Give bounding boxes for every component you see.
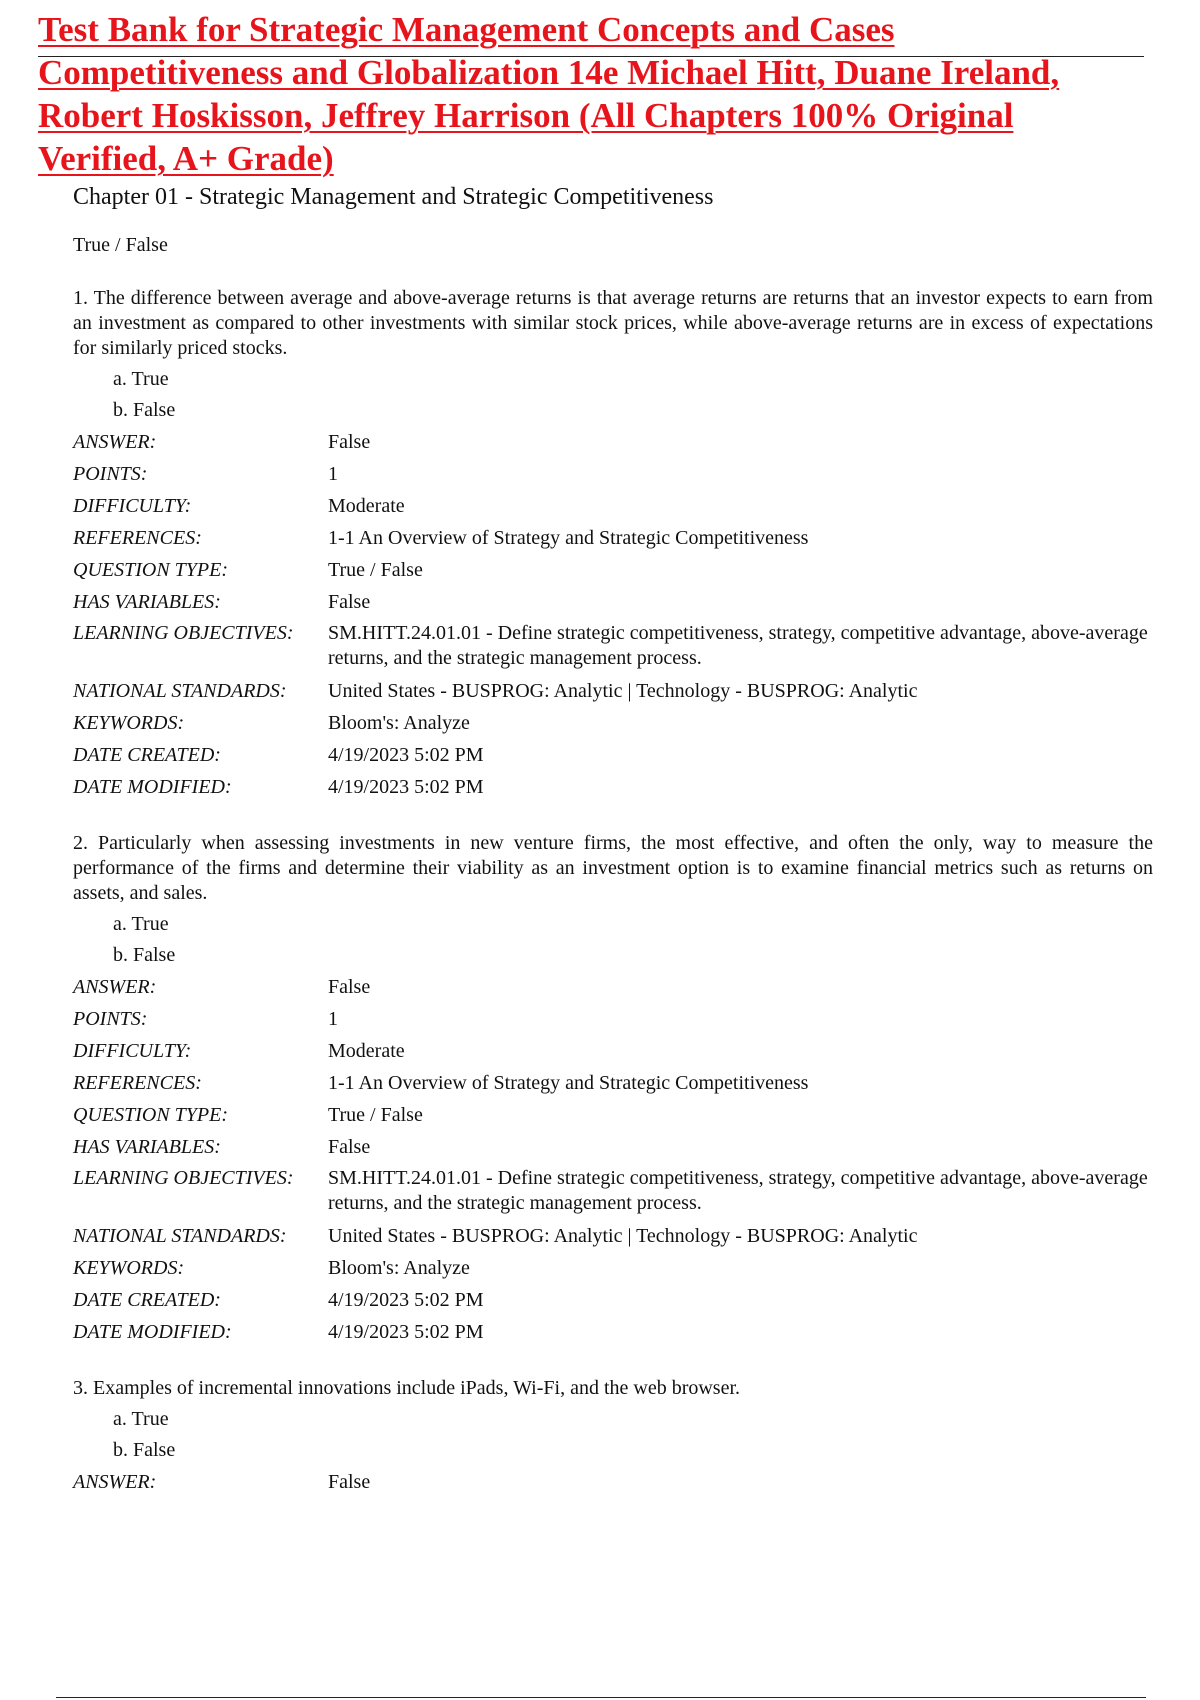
meta-national-standards	[73, 1220, 1153, 1252]
meta-difficulty	[73, 490, 1153, 522]
meta-label: QUESTION TYPE:	[73, 1104, 229, 1126]
title-line: Robert Hoskisson, Jeffrey Harrison (All Chapters 100% Original	[38, 96, 1014, 135]
meta-label: HAS VARIABLES:	[73, 1136, 221, 1158]
meta-value: 4/19/2023 5:02 PM	[328, 776, 484, 798]
answer-options	[113, 1404, 1153, 1466]
meta-keywords	[73, 1252, 1153, 1284]
header-rule	[38, 56, 1144, 57]
question-text: 3. Examples of incremental innovations include iPads, Wi-Fi, and the web browser.	[73, 1377, 741, 1399]
meta-date-created	[73, 1284, 1153, 1316]
meta-value: 4/19/2023 5:02 PM	[328, 1289, 484, 1311]
meta-value: False	[328, 1471, 371, 1493]
meta-value: 4/19/2023 5:02 PM	[328, 744, 484, 766]
meta-label: ANSWER:	[73, 1471, 157, 1493]
answer-options	[113, 909, 1153, 971]
option-false: b. False	[113, 944, 176, 966]
meta-label: DATE CREATED:	[73, 744, 221, 766]
meta-label: DATE CREATED:	[73, 1289, 221, 1311]
meta-value: True / False	[328, 1104, 423, 1126]
meta-label: LEARNING OBJECTIVES:	[73, 1167, 294, 1189]
meta-value: United States - BUSPROG: Analytic | Technology - BUSPROG: Analytic	[328, 1225, 918, 1247]
meta-answer	[73, 971, 1153, 1003]
meta-has-variables	[73, 586, 1153, 618]
meta-points	[73, 458, 1153, 490]
meta-value: Bloom's: Analyze	[328, 712, 470, 734]
option-true: a. True	[113, 1408, 169, 1430]
meta-label: HAS VARIABLES:	[73, 591, 221, 613]
footer-rule	[56, 1697, 1146, 1698]
meta-label: DIFFICULTY:	[73, 495, 192, 517]
question-metadata	[73, 1466, 1153, 1498]
title-line: Verified, A+ Grade)	[38, 139, 334, 178]
meta-value: False	[328, 591, 371, 613]
question-2	[73, 831, 1153, 1348]
chapter-heading: Chapter 01 - Strategic Management and Strategic Competitiveness	[73, 184, 714, 210]
meta-value: SM.HITT.24.01.01 - Define strategic competitiveness, strategy, competitive advantage, above-average returns, and the strategic management process.	[328, 622, 1148, 669]
meta-value: 1-1 An Overview of Strategy and Strategic Competitiveness	[328, 1072, 809, 1094]
meta-value: United States - BUSPROG: Analytic | Technology - BUSPROG: Analytic	[328, 680, 918, 702]
option-true: a. True	[113, 368, 169, 390]
meta-label: ANSWER:	[73, 976, 157, 998]
title-line: Competitiveness and Globalization 14e Michael Hitt, Duane Ireland,	[38, 53, 1060, 92]
meta-value: False	[328, 431, 371, 453]
meta-label: DIFFICULTY:	[73, 1040, 192, 1062]
meta-value: 1-1 An Overview of Strategy and Strategic Competitiveness	[328, 527, 809, 549]
meta-label: REFERENCES:	[73, 1072, 202, 1094]
meta-national-standards	[73, 675, 1153, 707]
meta-date-modified	[73, 771, 1153, 803]
meta-label: KEYWORDS:	[73, 1257, 185, 1279]
meta-label: POINTS:	[73, 1008, 148, 1030]
meta-value: Moderate	[328, 495, 405, 517]
meta-question-type	[73, 554, 1153, 586]
question-text: 1. The difference between average and above-average returns is that average returns are returns that an investor expects to earn from an investment as compared to other investments with similar stock prices, while above-average returns are in excess of expectations for similarly priced stocks.	[73, 287, 1153, 359]
meta-label: LEARNING OBJECTIVES:	[73, 622, 294, 644]
question-1	[73, 286, 1153, 803]
meta-value: False	[328, 976, 371, 998]
meta-learning-objectives	[73, 1163, 1153, 1220]
meta-answer	[73, 1466, 1153, 1498]
meta-label: KEYWORDS:	[73, 712, 185, 734]
meta-value: Moderate	[328, 1040, 405, 1062]
question-text: 2. Particularly when assessing investments in new venture firms, the most effective, and often the only, way to measure the performance of the firms and determine their viability as an investment option is to examine financial metrics such as returns on assets, and sales.	[73, 832, 1153, 904]
meta-value: SM.HITT.24.01.01 - Define strategic competitiveness, strategy, competitive advantage, above-average returns, and the strategic management process.	[328, 1167, 1148, 1214]
meta-points	[73, 1003, 1153, 1035]
meta-difficulty	[73, 1035, 1153, 1067]
document-title	[38, 8, 1148, 180]
meta-question-type	[73, 1099, 1153, 1131]
meta-references	[73, 1067, 1153, 1099]
meta-value: 4/19/2023 5:02 PM	[328, 1321, 484, 1343]
question-metadata	[73, 971, 1153, 1348]
meta-value: False	[328, 1136, 371, 1158]
option-false: b. False	[113, 399, 176, 421]
option-false: b. False	[113, 1439, 176, 1461]
question-metadata	[73, 426, 1153, 803]
meta-value: Bloom's: Analyze	[328, 1257, 470, 1279]
meta-label: QUESTION TYPE:	[73, 559, 229, 581]
title-line: Test Bank for Strategic Management Concepts and Cases	[38, 10, 895, 49]
question-3	[73, 1376, 1153, 1498]
meta-label: REFERENCES:	[73, 527, 202, 549]
meta-label: ANSWER:	[73, 431, 157, 453]
meta-label: POINTS:	[73, 463, 148, 485]
document-body	[73, 182, 1153, 1498]
meta-keywords	[73, 707, 1153, 739]
meta-learning-objectives	[73, 618, 1153, 675]
answer-options	[113, 364, 1153, 426]
meta-date-modified	[73, 1316, 1153, 1348]
meta-date-created	[73, 739, 1153, 771]
meta-value: True / False	[328, 559, 423, 581]
meta-answer	[73, 426, 1153, 458]
meta-label: NATIONAL STANDARDS:	[73, 1225, 287, 1247]
meta-label: DATE MODIFIED:	[73, 776, 232, 798]
meta-value: 1	[328, 463, 338, 485]
option-true: a. True	[113, 913, 169, 935]
meta-references	[73, 522, 1153, 554]
meta-has-variables	[73, 1131, 1153, 1163]
meta-label: DATE MODIFIED:	[73, 1321, 232, 1343]
meta-label: NATIONAL STANDARDS:	[73, 680, 287, 702]
meta-value: 1	[328, 1008, 338, 1030]
section-heading: True / False	[73, 234, 168, 256]
